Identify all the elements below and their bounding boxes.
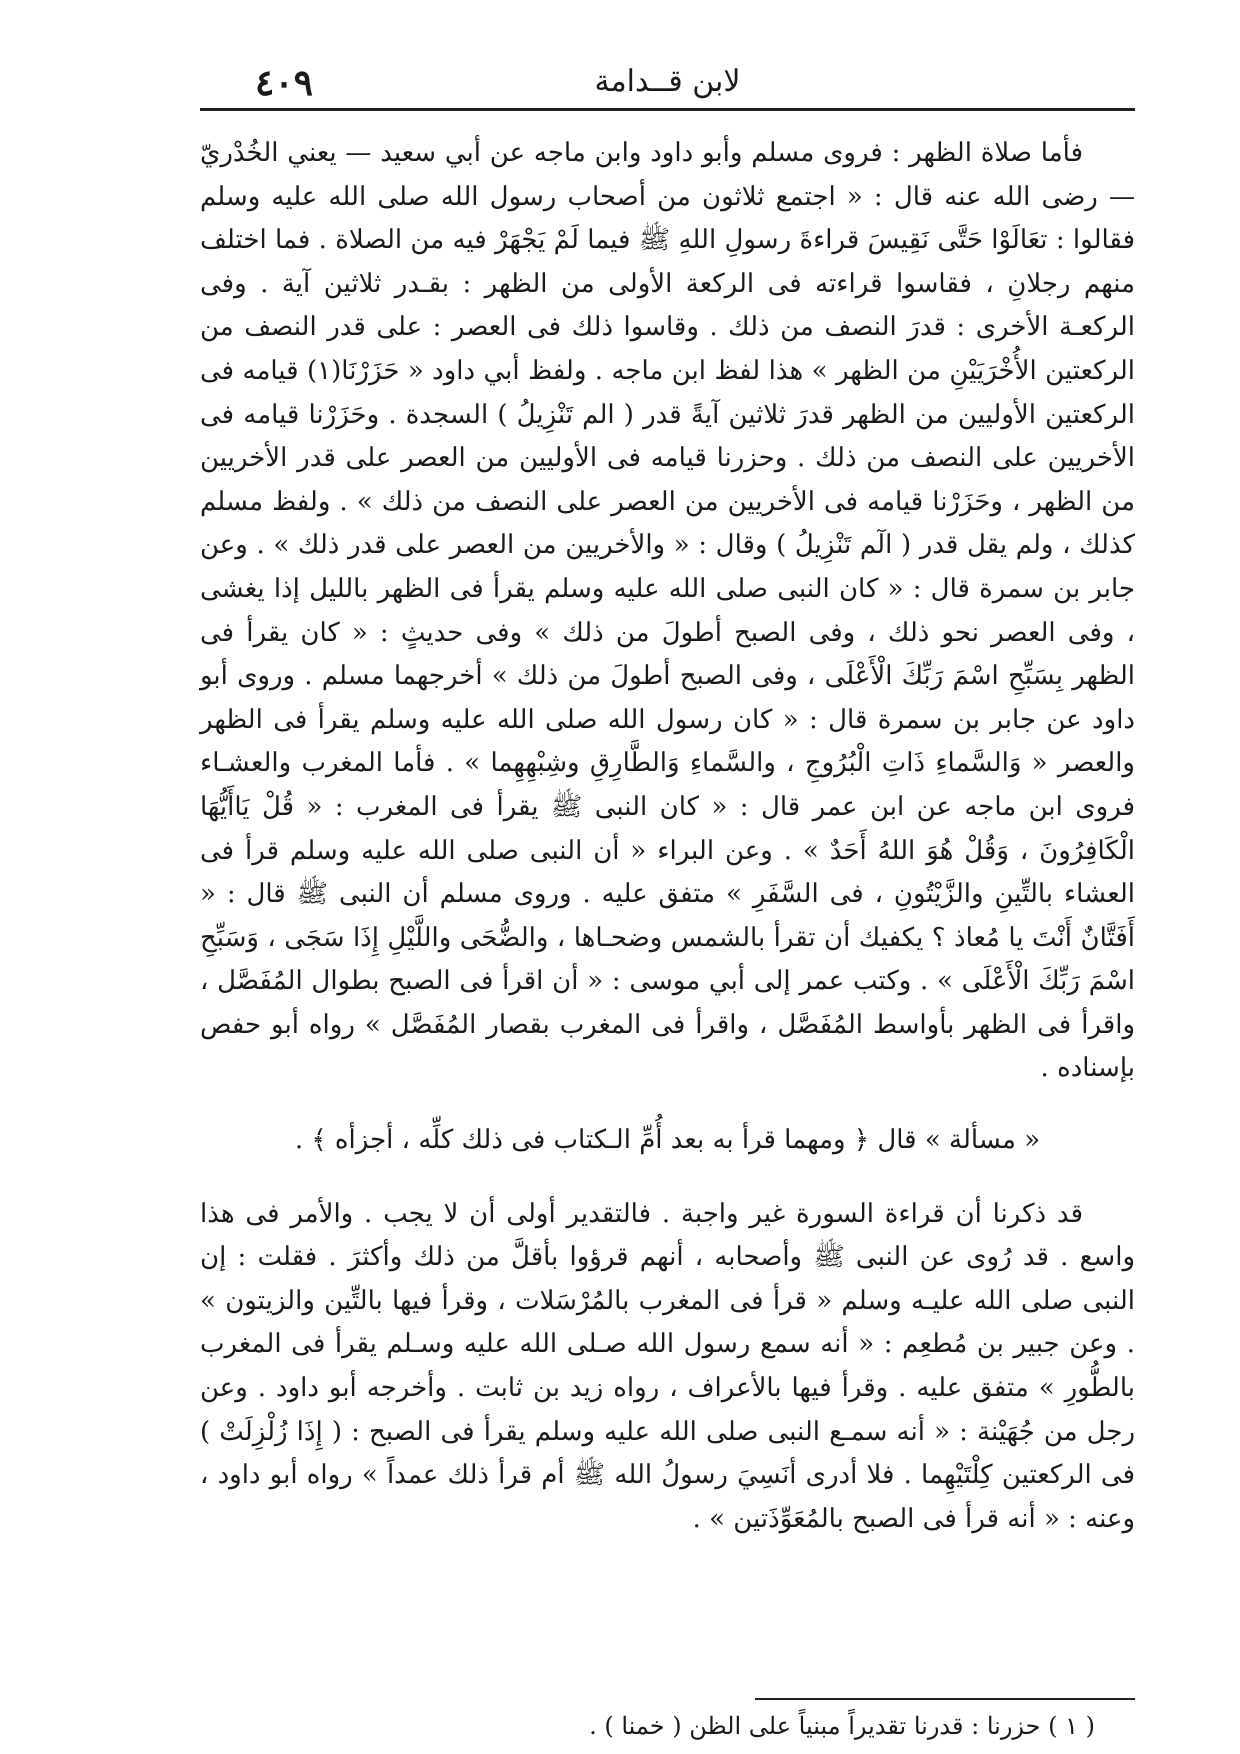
paragraph-gap (200, 1177, 1135, 1193)
page-number: ٤٠٩ (255, 62, 314, 104)
footnote-rule (755, 1698, 1135, 1700)
running-header (205, 58, 1130, 106)
header-rule (200, 108, 1135, 111)
paragraph-commentary: قد ذكرنا أن قراءة السورة غير واجبة . فالتقدير أولى أن لا يجب . والأمر فى هذا واسع . قد رُوى عن النبى ﷺ وأصحابه ، أنهم قرؤوا بأقلَّ من ذلك وأكثرَ . فقلت : إن النبى صلى الله عليـه وسلم « قرأ فى المغرب بالمُرْسَلات ، وقرأ فيها بالتِّين والزيتون » . وعن جبير بن مُطعِم : « أنه سمع رسول الله صـلى الله عليه وسـلم يقرأ فى المغرب بالطُّورِ » متفق عليه . وقرأ فيها بالأعراف ، رواه زيد بن ثابت . وأخرجه أبو داود . وعن رجل من جُهَيْنة : « أنه سمـع النبى صلى الله عليه وسلم يقرأ فى الصبح : ( إِذَا زُلْزِلَتْ ) فى الركعتين كِلْتَيْهِما . فلا أدرى أنَسِيَ رسولُ الله ﷺ أم قرأ ذلك عمداً » رواه أبو داود ، وعنه : « أنه قرأ فى الصبح بالمُعَوِّذَتين » . (200, 1198, 1135, 1534)
running-title: لابن قــدامة (594, 64, 741, 99)
paragraph-gap (200, 1091, 1135, 1107)
paragraph-zuhr-prayer: فأما صلاة الظهر : فروى مسلم وأبو داود وابن ماجه عن أبي سعيد — يعني الخُدْريّ — رضى الله عنه قال : « اجتمع ثلاثون من أصحاب رسول الله صلى الله عليه وسلم فقالوا : تعَالَوْا حَتَّى نَقِيسَ قراءةَ رسولِ اللهِ ﷺ فيما لَمْ يَجْهَرْ فيه من الصلاة . فما اختلف منهم رجلانِ ، فقاسوا قراءته فى الركعة الأولى من الظهر : بقـدر ثلاثين آية . وفى الركعـة الأخرى : قدرَ النصف من ذلك . وقاسوا ذلك فى العصر : على قدر النصف من الركعتين الأُخْرَيَيْنِ من الظهر » هذا لفظ ابن ماجه . ولفظ أبي داود « حَزَرْنَا(١) قيامه فى الركعتين الأوليين من الظهر قدرَ ثلاثين آيةً قدر ( الم تَنْزِيلُ ) السجدة . وحَزَرْنا قيامه فى الأخريين على النصف من ذلك . وحزرنا قيامه فى الأوليين من العصر على قدر الأخريين من الظهر ، وحَزَرْنا قيامه فى الأخريين من العصر على النصف من ذلك » . ولفظ مسلم كذلك ، ولم يقل قدر ( الٓم تَنْزِيلُ ) وقال : « والأخريين من العصر على قدر ذلك » . وعن جابر بن سمرة قال : « كان النبى صلى الله عليه وسلم يقرأ فى الظهر بالليل إذا يغشى ، وفى العصر نحو ذلك ، وفى الصبح أطولَ من ذلك » وفى حديثٍ : « كان يقرأ فى الظهر بِسَبِّحِ اسْمَ رَبِّكَ الْأَعْلَى ، وفى الصبح أطولَ من ذلك » أخرجهما مسلم . وروى أبو داود عن جابر بن سمرة قال : « كان رسول الله صلى الله عليه وسلم يقرأ فى الظهر والعصر « وَالسَّماءِ ذَاتِ الْبُرُوجِ ، والسَّماءِ وَالطَّارِقِ وشِبْهِهِما » . فأما المغرب والعشـاء فروى ابن ماجه عن ابن عمر قال : « كان النبى ﷺ يقرأ فى المغرب : « قُلْ يَاأَيُّهَا الْكَافِرُونَ ، وَقُلْ هُوَ اللهُ أَحَدٌ » . وعن البراء « أن النبى صلى الله عليه وسلم قرأ فى العشاء بالتِّينِ والزَّيْتُونِ ، فى السَّفَرِ » متفق عليه . وروى مسلم أن النبى ﷺ قال : « أَفَتَّانٌ أَنْتَ يا مُعاذ ؟ يكفيك أن تقرأ بالشمس وضحـاها ، والضُّحَى واللَّيْلِ إِذَا سَجَى ، وَسَبِّحِ اسْمَ رَبِّكَ الْأَعْلَى » . وكتب عمر إلى أبي موسى : « أن اقرأ فى الصبح بطوال المُفَصَّل ، واقرأ فى الظهر بأواسط المُفَصَّل ، واقرأ فى المغرب بقصار المُفَصَّل » رواه أبو حفص بإسناده . (200, 138, 1135, 1084)
footnote: ( ١ ) حزرنا : قدرنا تقديراً مبنياً على الظن ( خمنا ) . (589, 1712, 1095, 1740)
masala-heading: « مسألة » قال ﴿ ومهما قرأ به بعد أُمِّ الـكتاب فى ذلك كلِّه ، أجزأه ﴾ . (294, 1125, 1041, 1156)
main-text (200, 132, 1135, 1541)
